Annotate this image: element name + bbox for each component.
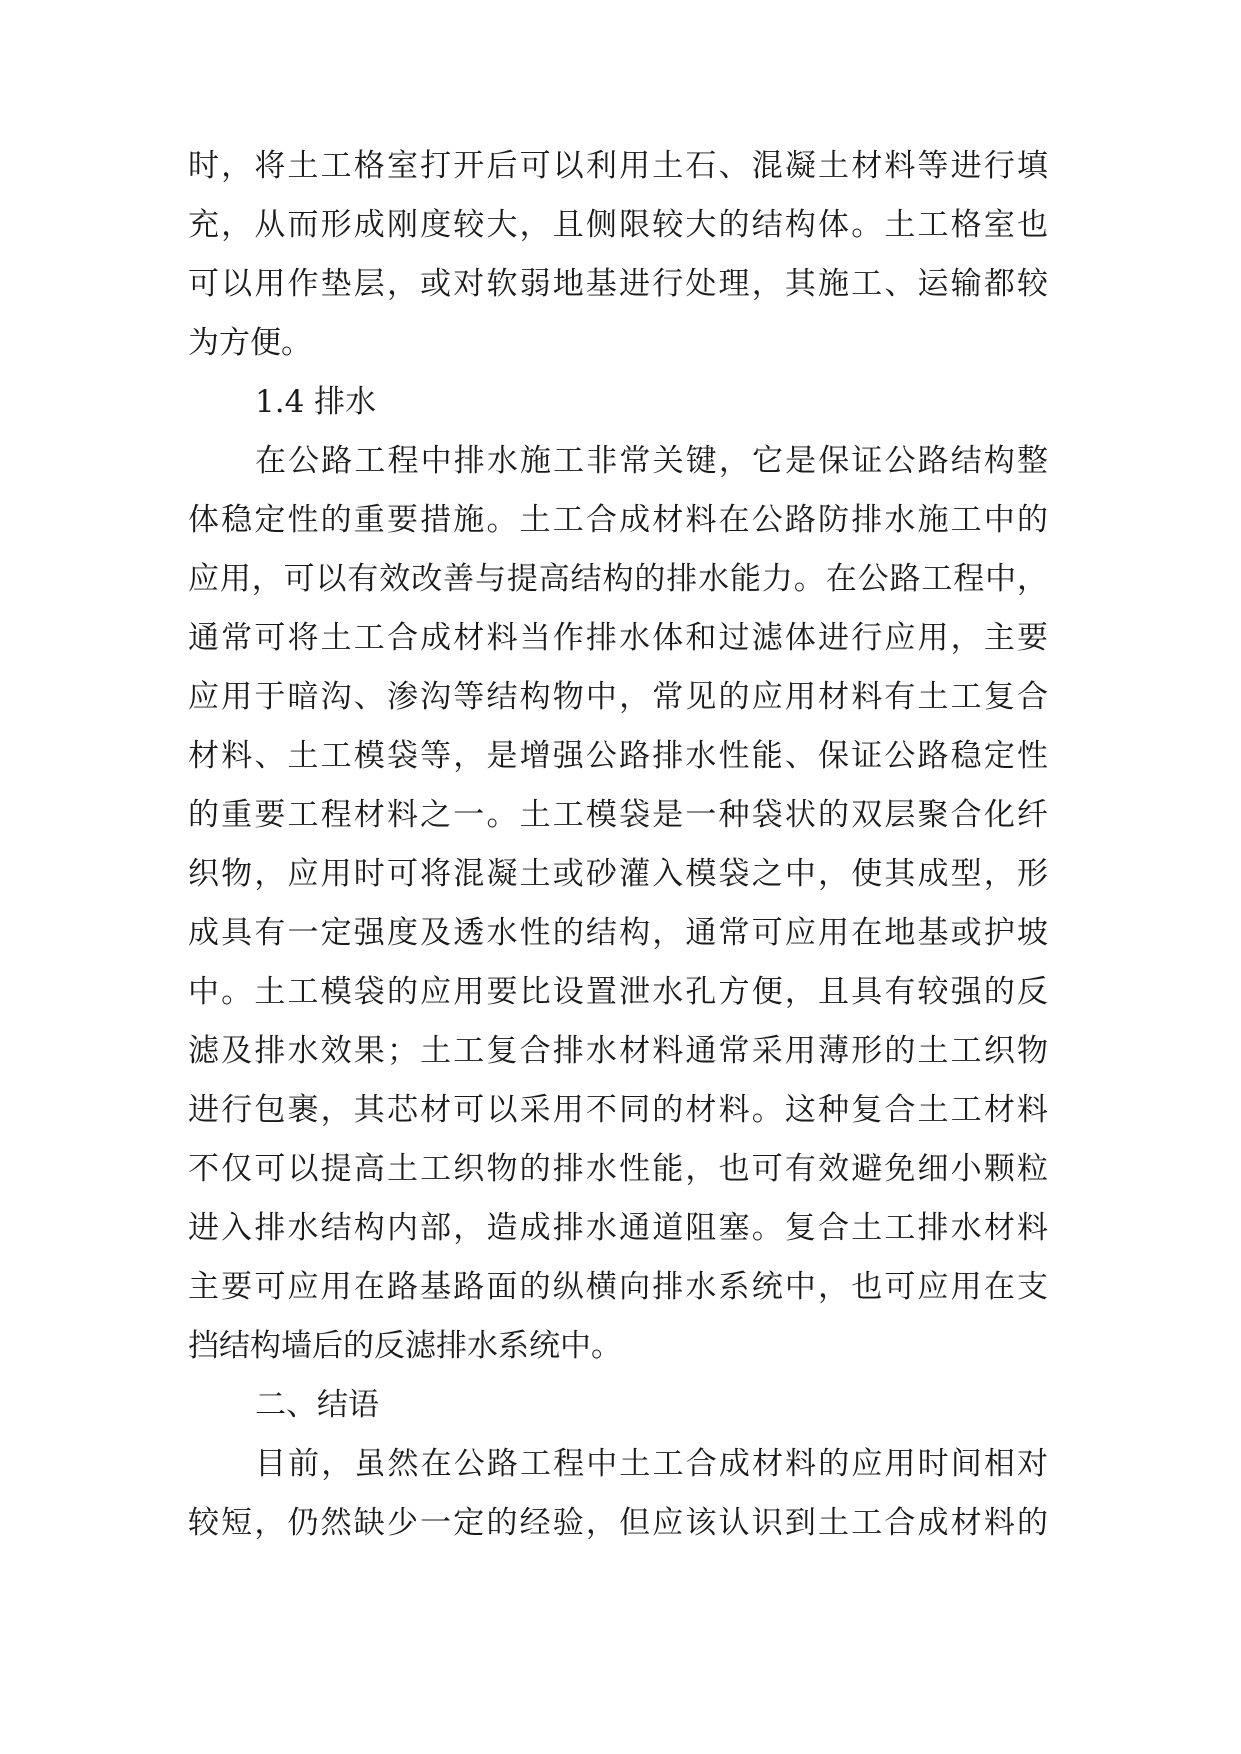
paragraph-line: 材料、土工模袋等，是增强公路排水性能、保证公路稳定性 [188,738,1048,774]
section-heading: 二、结语 [255,1387,379,1423]
paragraph-line: 应用，可以有效改善与提高结构的排水能力。在公路工程中， [188,561,1048,597]
paragraph-line: 充，从而形成刚度较大，且侧限较大的结构体。土工格室也 [188,207,1048,243]
paragraph-line: 挡结构墙后的反滤排水系统中。 [188,1328,622,1364]
paragraph-line: 通常可将土工合成材料当作排水体和过滤体进行应用，主要 [188,620,1048,656]
paragraph-line: 主要可应用在路基路面的纵横向排水系统中，也可应用在支 [188,1269,1048,1305]
paragraph-line: 进行包裹，其芯材可以采用不同的材料。这种复合土工材料 [188,1092,1048,1128]
paragraph-line: 滤及排水效果；土工复合排水材料通常采用薄形的土工织物 [188,1033,1048,1069]
paragraph-line: 在公路工程中排水施工非常关键，它是保证公路结构整 [255,443,1048,479]
paragraph-line: 时，将土工格室打开后可以利用土石、混凝土材料等进行填 [188,148,1048,184]
paragraph-line: 进入排水结构内部，造成排水通道阻塞。复合土工排水材料 [188,1210,1048,1246]
paragraph-line: 中。土工模袋的应用要比设置泄水孔方便，且具有较强的反 [188,974,1048,1010]
paragraph-line: 体稳定性的重要措施。土工合成材料在公路防排水施工中的 [188,502,1048,538]
paragraph-line: 的重要工程材料之一。土工模袋是一种袋状的双层聚合化纤 [188,797,1048,833]
section-heading: 1.4 排水 [255,384,377,420]
paragraph-line: 较短，仍然缺少一定的经验，但应该认识到土工合成材料的 [188,1505,1048,1541]
paragraph-line: 不仅可以提高土工织物的排水性能，也可有效避免细小颗粒 [188,1151,1048,1187]
paragraph-line: 成具有一定强度及透水性的结构，通常可应用在地基或护坡 [188,915,1048,951]
paragraph-line: 为方便。 [188,325,312,361]
paragraph-line: 目前，虽然在公路工程中土工合成材料的应用时间相对 [255,1446,1048,1482]
paragraph-line: 可以用作垫层，或对软弱地基进行处理，其施工、运输都较 [188,266,1048,302]
paragraph-line: 应用于暗沟、渗沟等结构物中，常见的应用材料有土工复合 [188,679,1048,715]
paragraph-line: 织物，应用时可将混凝土或砂灌入模袋之中，使其成型，形 [188,856,1048,892]
